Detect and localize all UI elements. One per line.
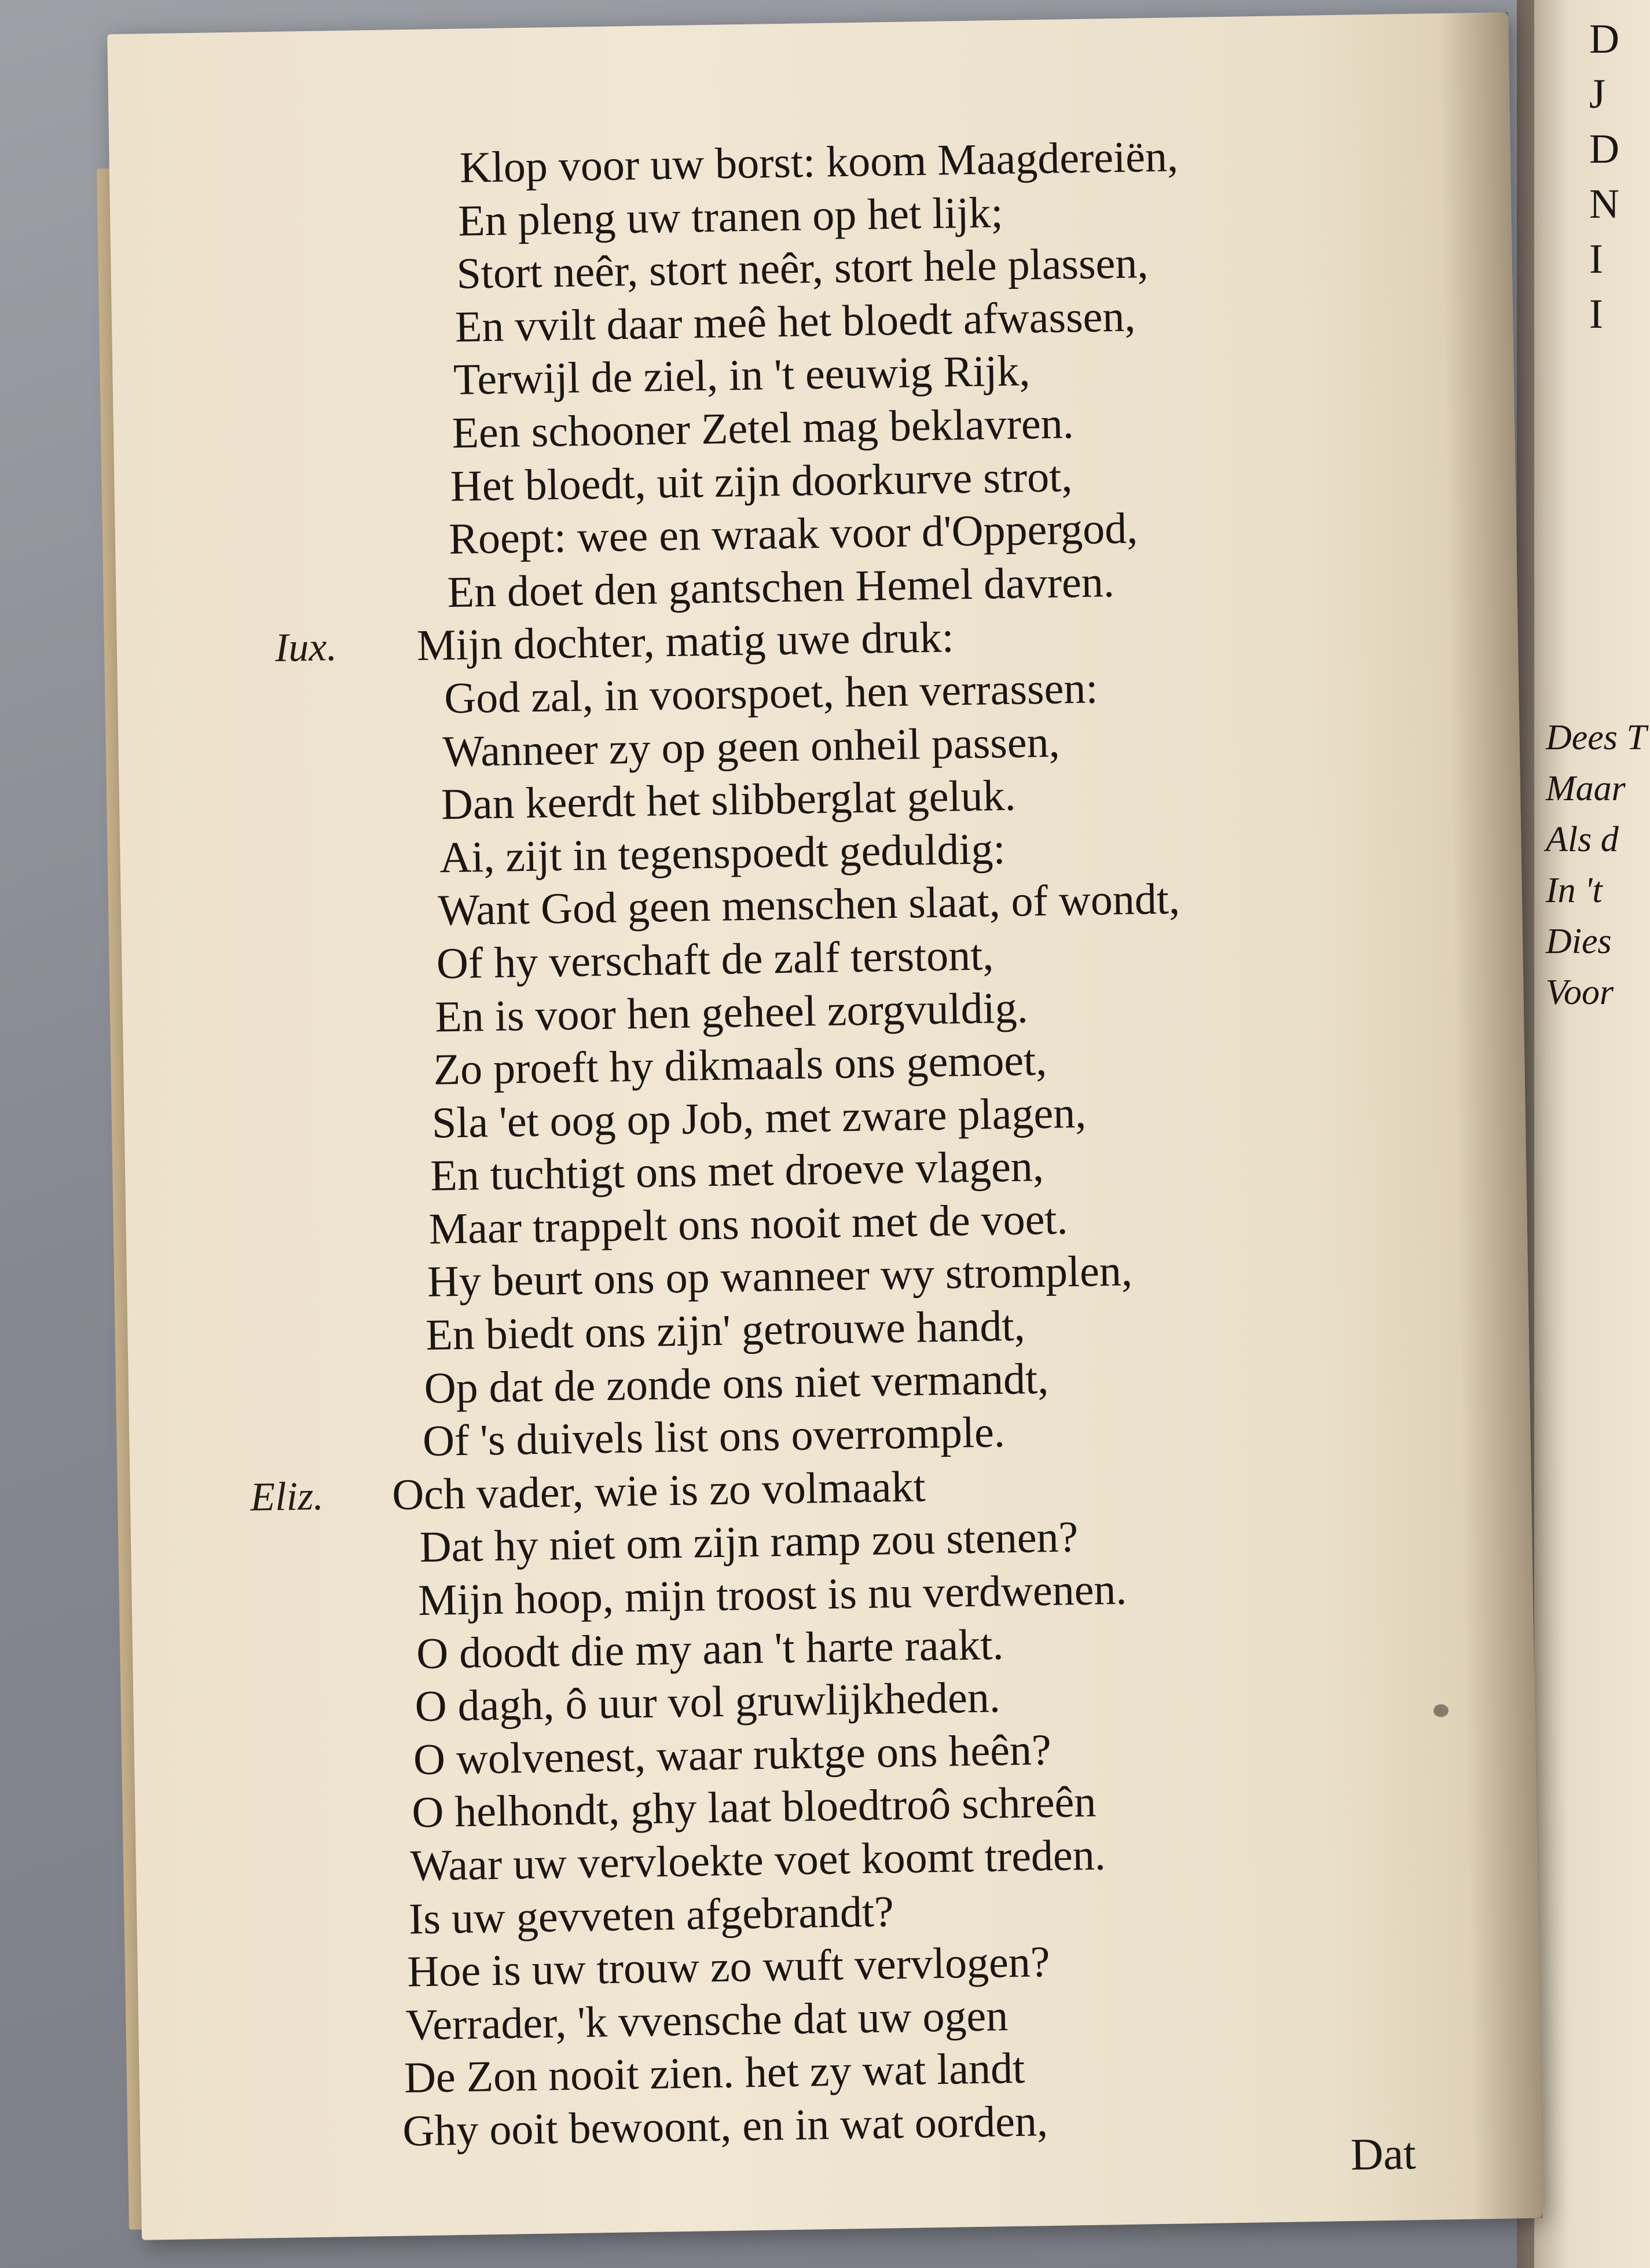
verse-text: Op dat de zonde ons niet vermandt,: [424, 1354, 1049, 1413]
facing-italic-line: Dies: [1546, 922, 1612, 961]
speaker-label: Iux.: [274, 625, 338, 671]
facing-italic-line: Maar: [1546, 769, 1626, 808]
verse-text: Klop voor uw borst: koom Maagdereiën,: [459, 132, 1179, 192]
verse-text: Maar trappelt ons nooit met de voet.: [428, 1195, 1069, 1254]
verse-text: En is voor hen geheel zorgvuldig.: [434, 983, 1029, 1042]
catchword: Dat: [1350, 2128, 1417, 2179]
verse-text: De Zon nooit zien. het zy wat landt: [404, 2044, 1025, 2102]
verse-text: O doodt die my aan 't harte raakt.: [416, 1620, 1004, 1678]
verse-text: Verrader, 'k vvensche dat uw ogen: [405, 1991, 1009, 2050]
verse-text: Het bloedt, uit zijn doorkurve strot,: [450, 452, 1073, 511]
verse-text: En tuchtigt ons met droeve vlagen,: [430, 1142, 1044, 1200]
facing-letter: D: [1589, 16, 1619, 62]
facing-letter: J: [1589, 71, 1606, 117]
verse-text: Ai, zijt in tegenspoedt geduldig:: [439, 824, 1006, 882]
verse-text: Hoe is uw trouw zo wuft vervlogen?: [406, 1937, 1051, 1996]
verse-text: Mijn hoop, mijn troost is nu verdwenen.: [417, 1564, 1127, 1625]
facing-italic-line: Dees T: [1546, 718, 1647, 757]
facing-letter: I: [1589, 291, 1603, 337]
verse-text: Terwijl de ziel, in 't eeuwig Rijk,: [453, 346, 1031, 405]
verse-text: O helhondt, ghy laat bloedtroô schreên: [411, 1778, 1097, 1837]
verse-text: God zal, in voorspoet, hen verrassen:: [443, 664, 1098, 723]
verse-text: En vvilt daar meê het bloedt afwassen,: [454, 292, 1136, 351]
facing-page-top-letters: [1589, 12, 1619, 342]
facing-letter: D: [1589, 126, 1619, 172]
verse-text: O wolvenest, waar ruktge ons heên?: [413, 1725, 1052, 1785]
verse-text: Of hy verschaft de zalf terstont,: [436, 930, 994, 988]
verse-text: En biedt ons zijn' getrouwe handt,: [425, 1301, 1026, 1360]
facing-letter: N: [1589, 181, 1619, 227]
verse-text: Is uw gevveten afgebrandt?: [408, 1886, 894, 1944]
verse-text: Och vader, wie is zo volmaakt: [391, 1462, 926, 1519]
verse-text: Stort neêr, stort neêr, stort hele plassen,: [456, 239, 1149, 298]
facing-letter: I: [1589, 236, 1603, 282]
verse-text: En doet den gantschen Hemel davren.: [446, 557, 1115, 617]
verse-text: Roept: wee en wraak voor d'Oppergod,: [448, 504, 1138, 564]
verse-text-block: [109, 126, 1472, 2162]
verse-text: Dan keerdt het slibberglat geluk.: [441, 771, 1017, 829]
verse-text: Dat hy niet om zijn ramp zou stenen?: [419, 1512, 1079, 1572]
verse-text: O dagh, ô uur vol gruwlijkheden.: [415, 1673, 1001, 1731]
facing-italic-line: Voor: [1546, 973, 1614, 1012]
facing-page-italic-lines: [1546, 712, 1647, 1018]
verse-text: Zo proeft hy dikmaals ons gemoet,: [433, 1036, 1047, 1094]
verse-text: Ghy ooit bewoont, en in wat oorden,: [402, 2097, 1048, 2156]
book-page: [107, 12, 1543, 2240]
verse-text: Of 's duivels list ons overromple.: [422, 1408, 1006, 1466]
facing-italic-line: In 't: [1546, 871, 1603, 910]
speaker-label: Eliz.: [250, 1474, 324, 1520]
verse-text: Wanneer zy op geen onheil passen,: [442, 717, 1061, 776]
verse-text: Een schooner Zetel mag beklavren.: [451, 399, 1075, 457]
verse-text: Mijn dochter, matig uwe druk:: [416, 613, 955, 670]
verse-text: Hy beurt ons op wanneer wy stromplen,: [427, 1247, 1133, 1307]
facing-italic-line: Als d: [1546, 820, 1619, 859]
verse-text: Want God geen menschen slaat, of wondt,: [438, 874, 1180, 935]
facing-page: [1534, 0, 1650, 2268]
verse-text: Waar uw vervloekte voet koomt treden.: [410, 1830, 1106, 1890]
verse-text: Sla 'et oog op Job, met zware plagen,: [431, 1088, 1087, 1148]
verse-text: En pleng uw tranen op het lijk;: [457, 188, 1004, 246]
